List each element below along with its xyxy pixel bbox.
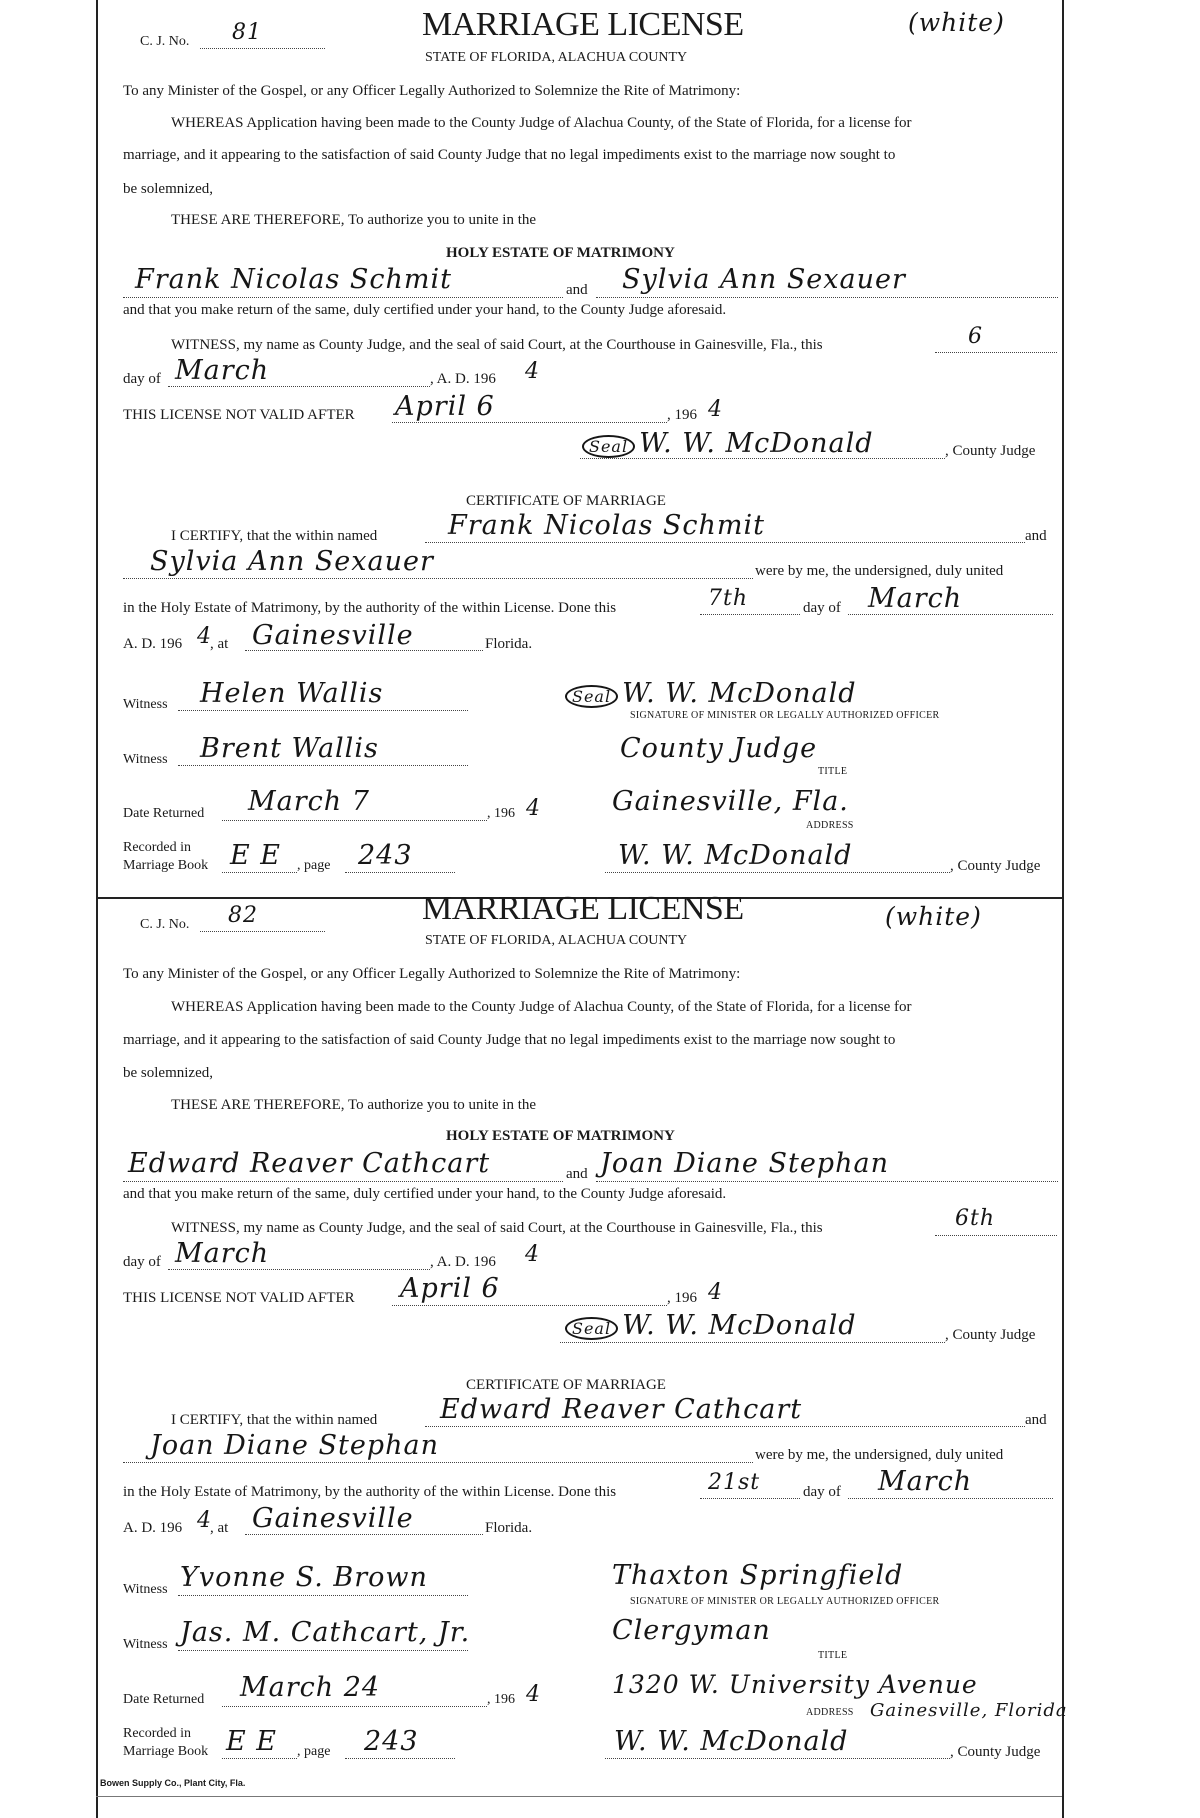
- returned-year-label: , 196: [487, 1692, 515, 1707]
- bride-name: Sylvia Ann Sexauer: [622, 264, 906, 295]
- holy-estate-line: in the Holy Estate of Matrimony, by the authority of the within License. Done this: [123, 600, 617, 616]
- done-day-of-label: day of: [803, 1484, 841, 1500]
- seal-mark: Seal: [565, 685, 618, 708]
- ad-line-label: A. D. 196: [123, 1520, 183, 1536]
- done-day: 7th: [708, 586, 749, 611]
- holy-estate-line: in the Holy Estate of Matrimony, by the authority of the within License. Done this: [123, 1484, 617, 1500]
- certify-label: I CERTIFY, that the within named: [171, 528, 378, 544]
- license-month: March: [175, 1238, 270, 1269]
- done-month: March: [878, 1466, 973, 1497]
- cert-bride-name: Sylvia Ann Sexauer: [150, 546, 434, 577]
- whereas-line-1: WHEREAS Application having been made to the County Judge of Alachua County, of the State of Florida, for a license for: [171, 999, 912, 1015]
- marriage-book-label: Marriage Book: [123, 1744, 209, 1759]
- witness-1-name: Helen Wallis: [200, 678, 384, 709]
- cert-bride-name: Joan Diane Stephan: [150, 1430, 439, 1461]
- cert-year: 4: [197, 1508, 212, 1533]
- return-line: and that you make return of the same, duly certified under your hand, to the County Judge aforesaid.: [123, 302, 727, 318]
- cj-number: 82: [228, 903, 258, 928]
- and-label: and: [566, 1166, 588, 1182]
- license-year: 4: [525, 1242, 540, 1267]
- officer-address: Gainesville, Fla.: [612, 786, 849, 817]
- florida-label: Florida.: [485, 1520, 533, 1536]
- seal-mark: Seal: [582, 435, 635, 458]
- state-county: STATE OF FLORIDA, ALACHUA COUNTY: [425, 933, 688, 948]
- address-label: ADDRESS: [806, 820, 854, 831]
- witness-line: WITNESS, my name as County Judge, and the seal of said Court, at the Courthouse in Gainesville, Fla., this: [171, 337, 823, 353]
- race-note: (white): [885, 902, 982, 931]
- date-returned-label: Date Returned: [123, 806, 205, 821]
- officer-address: 1320 W. University Avenue: [612, 1670, 978, 1699]
- cert-groom-name: Frank Nicolas Schmit: [448, 510, 765, 541]
- cert-and-label: and: [1025, 528, 1047, 544]
- returned-year: 4: [526, 796, 541, 821]
- recorded-in-label: Recorded in: [123, 1726, 192, 1741]
- officer-address-line-2: Gainesville, Florida: [870, 1700, 1068, 1721]
- valid-year-label: , 196: [667, 407, 697, 423]
- witness-day: 6th: [955, 1206, 996, 1231]
- date-returned-label: Date Returned: [123, 1692, 205, 1707]
- therefore-line: THESE ARE THEREFORE, To authorize you to unite in the: [171, 1097, 537, 1113]
- witness-day: 6: [968, 324, 983, 349]
- cert-year: 4: [197, 624, 212, 649]
- cert-place: Gainesville: [252, 620, 414, 651]
- witness-2-label: Witness: [123, 1637, 168, 1652]
- returned-year-label: , 196: [487, 806, 515, 821]
- day-of-label: day of: [123, 371, 161, 387]
- title-label: TITLE: [818, 1650, 848, 1661]
- ad-label: , A. D. 196: [430, 371, 496, 387]
- title-label: TITLE: [818, 766, 848, 777]
- whereas-line-3: be solemnized,: [123, 1065, 213, 1081]
- whereas-line-3: be solemnized,: [123, 181, 213, 197]
- witness-2-name: Brent Wallis: [200, 733, 379, 764]
- cj-label: C. J. No.: [140, 917, 190, 932]
- judge-signature: Seal W. W. McDonald: [582, 428, 874, 459]
- therefore-line: THESE ARE THEREFORE, To authorize you to unite in the: [171, 212, 537, 228]
- seal-mark: Seal: [565, 1317, 618, 1340]
- marriage-book-value: E E: [230, 840, 282, 871]
- salutation: To any Minister of the Gospel, or any Officer Legally Authorized to Solemnize the Rite of Matrimony:: [123, 966, 741, 982]
- not-valid-label: THIS LICENSE NOT VALID AFTER: [123, 407, 355, 423]
- done-day-of-label: day of: [803, 600, 841, 616]
- printer-footer: Bowen Supply Co., Plant City, Fla.: [100, 1778, 246, 1788]
- cert-and-label: and: [1025, 1412, 1047, 1428]
- valid-year: 4: [708, 1280, 723, 1305]
- ad-label: , A. D. 196: [430, 1254, 496, 1270]
- day-of-label: day of: [123, 1254, 161, 1270]
- done-month: March: [868, 583, 963, 614]
- record-judge-signature: W. W. McDonald: [614, 1726, 849, 1757]
- witness-1-label: Witness: [123, 697, 168, 712]
- florida-label: Florida.: [485, 636, 533, 652]
- page-value: 243: [358, 840, 413, 871]
- state-county: STATE OF FLORIDA, ALACHUA COUNTY: [425, 50, 688, 65]
- record-county-judge-label: , County Judge: [950, 858, 1041, 874]
- valid-year-label: , 196: [667, 1290, 697, 1306]
- county-judge-label: , County Judge: [945, 443, 1036, 459]
- record-judge-signature: W. W. McDonald: [618, 840, 853, 871]
- ad-line-label: A. D. 196: [123, 636, 183, 652]
- at-label: , at: [210, 636, 229, 652]
- county-judge-label: , County Judge: [945, 1327, 1036, 1343]
- witness-1-name: Yvonne S. Brown: [180, 1562, 428, 1593]
- witness-1-label: Witness: [123, 1582, 168, 1597]
- valid-year: 4: [708, 397, 723, 422]
- bottom-rule: [96, 1796, 1062, 1797]
- witness-2-label: Witness: [123, 752, 168, 767]
- recorded-in-label: Recorded in: [123, 840, 192, 855]
- whereas-line-1: WHEREAS Application having been made to the County Judge of Alachua County, of the State of Florida, for a license for: [171, 115, 912, 131]
- date-returned-value: March 7: [248, 786, 370, 817]
- at-label: , at: [210, 1520, 229, 1536]
- return-line: and that you make return of the same, duly certified under your hand, to the County Judge aforesaid.: [123, 1186, 727, 1202]
- officer-signature: Seal W. W. McDonald: [565, 678, 857, 709]
- race-note: (white): [908, 8, 1005, 37]
- date-returned-value: March 24: [240, 1672, 381, 1703]
- cj-number: 81: [232, 20, 262, 45]
- valid-after-date: April 6: [395, 391, 495, 422]
- salutation: To any Minister of the Gospel, or any Officer Legally Authorized to Solemnize the Rite of Matrimony:: [123, 83, 741, 99]
- license-month: March: [175, 355, 270, 386]
- united-label: were by me, the undersigned, duly united: [755, 563, 1004, 579]
- record-county-judge-label: , County Judge: [950, 1744, 1041, 1760]
- officer-title: County Judge: [620, 733, 818, 764]
- officer-signature: Thaxton Springfield: [612, 1560, 904, 1591]
- cert-groom-name: Edward Reaver Cathcart: [440, 1394, 803, 1425]
- cert-place: Gainesville: [252, 1503, 414, 1534]
- and-label: and: [566, 282, 588, 298]
- right-border: [1062, 0, 1064, 1818]
- not-valid-label: THIS LICENSE NOT VALID AFTER: [123, 1290, 355, 1306]
- marriage-book-label: Marriage Book: [123, 858, 209, 873]
- certificate-title: CERTIFICATE OF MARRIAGE: [466, 1377, 666, 1393]
- witness-2-name: Jas. M. Cathcart, Jr.: [180, 1617, 471, 1648]
- groom-name: Edward Reaver Cathcart: [128, 1148, 491, 1179]
- license-title: MARRIAGE LICENSE: [422, 6, 744, 43]
- valid-after-date: April 6: [400, 1273, 500, 1304]
- license-title: MARRIAGE LICENSE: [422, 890, 744, 927]
- cj-label: C. J. No.: [140, 34, 190, 49]
- done-day: 21st: [708, 1470, 761, 1495]
- returned-year: 4: [526, 1682, 541, 1707]
- signature-label: SIGNATURE OF MINISTER OR LEGALLY AUTHORIZED OFFICER: [630, 710, 940, 721]
- holy-estate-heading: HOLY ESTATE OF MATRIMONY: [446, 1128, 675, 1144]
- bride-name: Joan Diane Stephan: [600, 1148, 889, 1179]
- whereas-line-2: marriage, and it appearing to the satisfaction of said County Judge that no legal impediments exist to the marriage now sought to: [123, 147, 896, 163]
- officer-title: Clergyman: [612, 1615, 771, 1646]
- groom-name: Frank Nicolas Schmit: [135, 264, 452, 295]
- witness-line: WITNESS, my name as County Judge, and the seal of said Court, at the Courthouse in Gainesville, Fla., this: [171, 1220, 823, 1236]
- holy-estate-heading: HOLY ESTATE OF MATRIMONY: [446, 245, 675, 261]
- marriage-book-value: E E: [226, 1726, 278, 1757]
- certify-label: I CERTIFY, that the within named: [171, 1412, 378, 1428]
- address-label: ADDRESS: [806, 1707, 854, 1718]
- page-value: 243: [364, 1726, 419, 1757]
- page-label: , page: [297, 1744, 331, 1759]
- certificate-title: CERTIFICATE OF MARRIAGE: [466, 493, 666, 509]
- page-label: , page: [297, 858, 331, 873]
- signature-label: SIGNATURE OF MINISTER OR LEGALLY AUTHORIZED OFFICER: [630, 1596, 940, 1607]
- left-border: [96, 0, 98, 1818]
- judge-signature: Seal W. W. McDonald: [565, 1310, 857, 1341]
- license-year: 4: [525, 359, 540, 384]
- united-label: were by me, the undersigned, duly united: [755, 1447, 1004, 1463]
- whereas-line-2: marriage, and it appearing to the satisfaction of said County Judge that no legal impediments exist to the marriage now sought to: [123, 1032, 896, 1048]
